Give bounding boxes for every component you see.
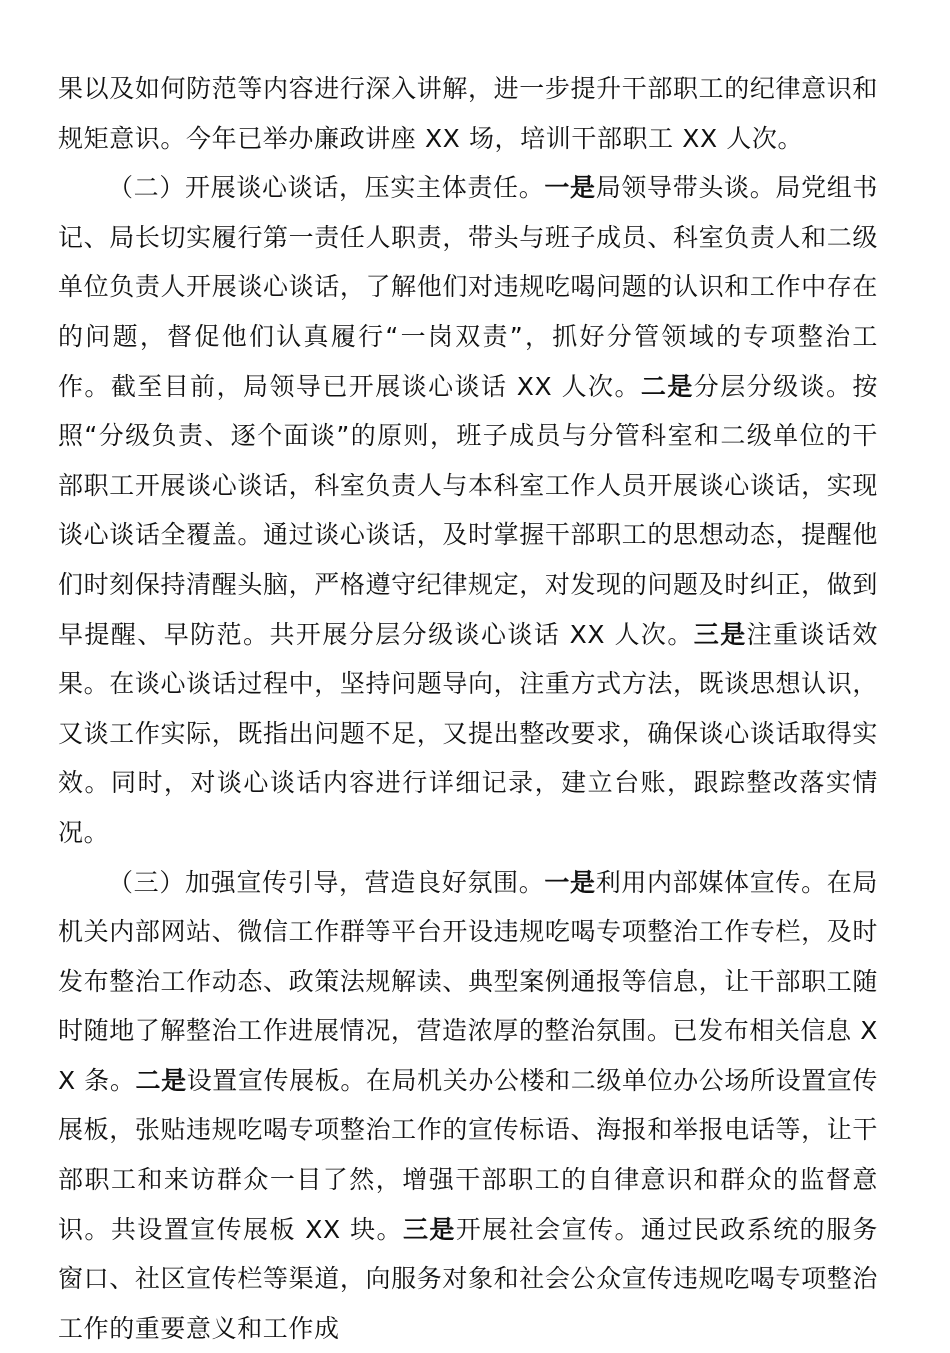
paragraph-1: [58, 64, 878, 163]
point-marker-first: 一是: [544, 868, 595, 897]
point-marker-first: 一是: [544, 173, 595, 202]
point-text-internal-media: 利用内部媒体宣传。在局机关内部网站、微信工作群等平台开设违规吃喝专项整治工作专栏，及时发布整治工作动态、政策法规解读、典型案例通报等信息，让干部职工随时随地了解整治工作进展情况，营造浓厚的整治氛围。已发布相关信息 XX 条。: [58, 868, 878, 1095]
point-marker-second: 二是: [135, 1066, 186, 1095]
paragraph-2-heart-to-heart-talks: [58, 163, 878, 857]
point-marker-third: 三是: [694, 620, 747, 649]
point-text-effect: 注重谈话效果。在谈心谈话过程中，坚持问题导向，注重方式方法，既谈思想认识，又谈工作实际，既指出问题不足，又提出整改要求，确保谈心谈话取得实效。同时，对谈心谈话内容进行详细记录，建立台账，跟踪整改落实情况。: [58, 620, 878, 847]
section-heading-2: （二）开展谈心谈话，压实主体责任。: [108, 173, 544, 202]
point-text-levels: 分层分级谈。按照“分级负责、逐个面谈”的原则，班子成员与分管科室和二级单位的干部职工开展谈心谈话，科室负责人与本科室工作人员开展谈心谈话，实现谈心谈话全覆盖。通过谈心谈话，及时掌握干部职工的思想动态，提醒他们时刻保持清醒头脑，严格遵守纪律规定，对发现的问题及时纠正，做到早提醒、早防范。共开展分层分级谈心谈话 XX 人次。: [58, 372, 878, 649]
point-text-leaders: 局领导带头谈。局党组书记、局长切实履行第一责任人职责，带头与班子成员、科室负责人和二级单位负责人开展谈心谈话，了解他们对违规吃喝问题的认识和工作中存在的问题，督促他们认真履行“一岗双责”，抓好分管领域的专项整治工作。截至目前，局领导已开展谈心谈话 XX 人次。: [58, 173, 878, 400]
paragraph-1-text: 果以及如何防范等内容进行深入讲解，进一步提升干部职工的纪律意识和规矩意识。今年已举办廉政讲座 XX 场，培训干部职工 XX 人次。: [58, 74, 878, 153]
paragraph-3-publicity: [58, 858, 878, 1353]
point-text-social-publicity: 开展社会宣传。通过民政系统的服务窗口、社区宣传栏等渠道，向服务对象和社会公众宣传违规吃喝专项整治工作的重要意义和工作成: [58, 1215, 878, 1343]
point-marker-second: 二是: [641, 372, 694, 401]
point-text-display-boards: 设置宣传展板。在局机关办公楼和二级单位办公场所设置宣传展板，张贴违规吃喝专项整治工作的宣传标语、海报和举报电话等，让干部职工和来访群众一目了然，增强干部职工的自律意识和群众的监督意识。共设置宣传展板 XX 块。: [58, 1066, 878, 1244]
section-heading-3: （三）加强宣传引导，营造良好氛围。: [108, 868, 544, 897]
point-marker-third: 三是: [403, 1215, 456, 1244]
